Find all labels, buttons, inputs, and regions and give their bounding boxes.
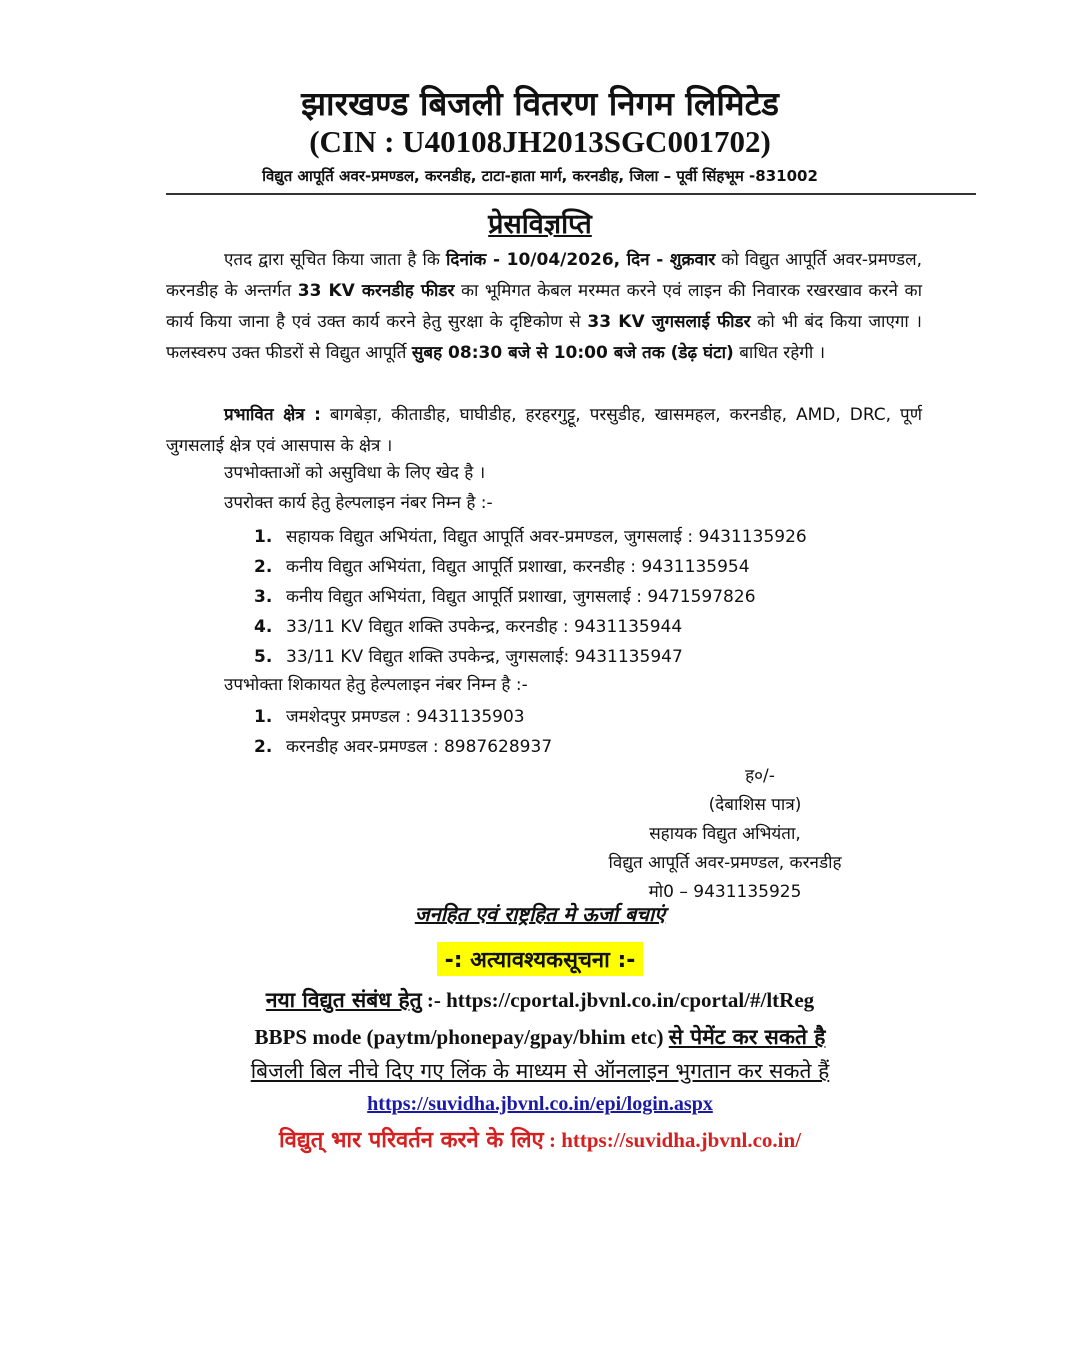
list-text: जमशेदपुर प्रमण्डल : 9431135903 xyxy=(286,707,525,727)
bbps-payment-line xyxy=(0,1023,1080,1051)
para-text: को भी बंद किया जाएगा । फलस्वरुप उक्त फीडरों से विद्युत आपूर्ति xyxy=(166,312,922,363)
list-item xyxy=(254,644,807,674)
signatory-mobile: मो0 – 9431135925 xyxy=(648,882,802,902)
complaint-list xyxy=(254,704,552,764)
affected-areas-label: प्रभावित क्षेत्र : xyxy=(224,405,321,425)
urgent-notice-label: -: अत्यावश्यकसूचना :- xyxy=(437,942,644,976)
date-day: दिनांक - 10/04/2026, दिन - शुक्रवार xyxy=(446,250,716,270)
affected-areas-list: बागबेड़ा, कीताडीह, घाघीडीह, हरहरगुट्टू, परसुडीह, खासमहल, करनडीह, AMD, DRC, पूर्ण जुगसलाई क्षेत्र एवं आसपास के क्षेत्र । xyxy=(166,405,922,456)
list-number: 1. xyxy=(254,707,273,727)
affected-areas-paragraph xyxy=(166,400,922,462)
list-number: 2. xyxy=(254,557,273,577)
cin-number: (CIN : U40108JH2013SGC001702) xyxy=(309,124,771,159)
new-connection-link[interactable]: :- https://cportal.jbvnl.co.in/cportal/#/ltReg xyxy=(421,988,815,1012)
signatory-name: (देबाशिस पात्र) xyxy=(708,795,802,815)
list-number: 4. xyxy=(254,617,273,637)
energy-slogan xyxy=(0,900,1080,927)
list-item xyxy=(254,614,807,644)
signature-block xyxy=(560,762,890,907)
list-text: कनीय विद्युत अभियंता, विद्युत आपूर्ति प्रशाखा, करनडीह : 9431135954 xyxy=(286,557,750,577)
complaint-intro: उपभोक्ता शिकायत हेतु हेल्पलाइन नंबर निम्न है :- xyxy=(224,675,528,695)
list-number: 3. xyxy=(254,587,273,607)
list-item xyxy=(254,704,552,734)
helpline-intro: उपरोक्त कार्य हेतु हेल्पलाइन नंबर निम्न है :- xyxy=(224,493,493,513)
load-change-link[interactable]: : https://suvidha.jbvnl.co.in/ xyxy=(543,1128,802,1152)
office-address: विद्युत आपूर्ति अवर-प्रमण्डल, करनडीह, टाटा-हाता मार्ग, करनडीह, जिला – पूर्वी सिंहभूम -831002 xyxy=(262,167,818,185)
company-name: झारखण्ड बिजली वितरण निगम लिमिटेड xyxy=(301,84,779,123)
para-text: को विद्युत आपूर्ति अवर-प्रमण्डल, करनडीह के अन्तर्गत xyxy=(166,250,922,301)
header-divider xyxy=(166,193,976,195)
slogan-text: जनहित एवं राष्ट्रहित मे ऊर्जा बचाएं xyxy=(414,902,666,926)
load-change-line xyxy=(0,1124,1080,1154)
bbps-text: से पेमेंट कर सकते है xyxy=(668,1025,826,1049)
list-item xyxy=(254,734,552,764)
signatory-designation: सहायक विद्युत अभियंता, xyxy=(649,824,801,844)
para-text: बाधित रहेगी । xyxy=(733,343,826,363)
load-change-label: विद्युत् भार परिवर्तन करने के लिए xyxy=(278,1128,544,1153)
outage-time: सुबह 08:30 बजे से 10:00 बजे तक (डेढ़ घंटा) xyxy=(411,343,734,363)
list-text: कनीय विद्युत अभियंता, विद्युत आपूर्ति प्रशाखा, जुगसलाई : 9471597826 xyxy=(286,587,756,607)
online-bill-text: बिजली बिल नीचे दिए गए लिंक के माध्यम से ऑनलाइन भुगतान कर सकते हैं xyxy=(250,1059,830,1083)
list-text: 33/11 KV विद्युत शक्ति उपकेन्द्र, जुगसलाई: 9431135947 xyxy=(286,647,683,667)
signatory-office: विद्युत आपूर्ति अवर-प्रमण्डल, करनडीह xyxy=(608,853,842,873)
list-text: 33/11 KV विद्युत शक्ति उपकेन्द्र, करनडीह : 9431135944 xyxy=(286,617,683,637)
new-connection-line xyxy=(0,986,1080,1014)
suvidha-payment-link[interactable]: https://suvidha.jbvnl.co.in/epi/login.aspx xyxy=(367,1093,713,1115)
feeder-karandih: 33 KV करनडीह फीडर xyxy=(297,281,455,301)
feeder-jugsalai: 33 KV जुगसलाई फीडर xyxy=(587,312,751,332)
list-number: 1. xyxy=(254,527,273,547)
helpline-list xyxy=(254,524,807,674)
list-number: 5. xyxy=(254,647,273,667)
bbps-modes: BBPS mode (paytm/phonepay/gpay/bhim etc) xyxy=(254,1025,669,1049)
apology-line: उपभोक्ताओं को असुविधा के लिए खेद है । xyxy=(224,463,486,483)
signature-mark: ह०/- xyxy=(745,766,775,786)
list-item xyxy=(254,584,807,614)
urgent-notice xyxy=(0,942,1080,976)
para-text: एतद द्वारा सूचित किया जाता है कि xyxy=(224,250,447,270)
press-release-title: प्रेसविज्ञप्ति xyxy=(488,209,592,240)
document-heading xyxy=(0,204,1080,241)
list-number: 2. xyxy=(254,737,273,757)
para-text: का भूमिगत केबल मरम्मत करने एवं लाइन की निवारक रखरखाव करने का कार्य किया जाना है एवं उक्त कार्य करने हेतु सुरक्षा के दृष्टिकोण से xyxy=(166,281,922,332)
list-text: सहायक विद्युत अभियंता, विद्युत आपूर्ति अवर-प्रमण्डल, जुगसलाई : 9431135926 xyxy=(286,527,807,547)
list-text: करनडीह अवर-प्रमण्डल : 8987628937 xyxy=(286,737,553,757)
list-item xyxy=(254,524,807,554)
notice-paragraph xyxy=(166,245,922,369)
new-connection-label: नया विद्युत संबंध हेतु xyxy=(265,988,422,1012)
list-item xyxy=(254,554,807,584)
